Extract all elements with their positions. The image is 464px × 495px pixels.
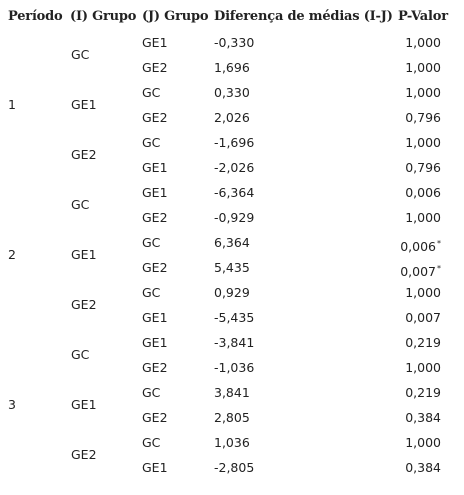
p-value-text: 1,000 <box>405 285 441 300</box>
mean-difference-cell: -5,435 <box>214 310 255 325</box>
mean-difference-cell: -0,330 <box>214 35 255 50</box>
group-i-cell: GE1 <box>71 397 97 412</box>
p-value-cell <box>398 405 441 430</box>
p-value-cell <box>398 180 441 205</box>
p-value-cell <box>398 105 441 130</box>
p-value-cell <box>398 380 441 405</box>
mean-difference-cell: 0,929 <box>214 285 250 300</box>
header-grupo-j: (J) Grupo <box>142 9 209 24</box>
period-cell: 2 <box>8 247 16 262</box>
header-grupo-i: (I) Grupo <box>70 9 137 24</box>
mean-difference-cell: -1,036 <box>214 360 255 375</box>
mean-difference-cell: -0,929 <box>214 210 255 225</box>
p-value-text: 0,384 <box>405 460 441 475</box>
mean-difference-cell: 5,435 <box>214 260 250 275</box>
p-value-text: 1,000 <box>405 60 441 75</box>
p-value-cell <box>398 80 441 105</box>
group-j-cell: GE2 <box>142 210 168 225</box>
group-j-cell: GE1 <box>142 460 168 475</box>
mean-difference-cell: 3,841 <box>214 385 250 400</box>
table-row <box>0 55 464 80</box>
table-row <box>0 330 464 355</box>
mean-difference-cell: 2,026 <box>214 110 250 125</box>
mean-difference-cell: -1,696 <box>214 135 255 150</box>
group-j-cell: GE1 <box>142 160 168 175</box>
table-row <box>0 255 464 280</box>
table-row <box>0 30 464 55</box>
group-j-cell: GC <box>142 85 161 100</box>
group-i-cell: GE1 <box>71 247 97 262</box>
p-value-text: 0,219 <box>405 385 441 400</box>
p-value-text: 1,000 <box>405 135 441 150</box>
p-value-text: 0,007 <box>400 264 436 279</box>
p-value-cell <box>398 305 441 330</box>
group-i-cell: GE2 <box>71 147 97 162</box>
group-i-cell: GE1 <box>71 97 97 112</box>
p-value-cell <box>398 55 441 80</box>
header-periodo: Período <box>8 9 63 24</box>
period-cell: 3 <box>8 397 16 412</box>
table-row <box>0 205 464 230</box>
mean-difference-cell: 6,364 <box>214 235 250 250</box>
p-value-text: 1,000 <box>405 85 441 100</box>
table-row <box>0 455 464 480</box>
table-row <box>0 80 464 105</box>
mean-difference-cell: 1,036 <box>214 435 250 450</box>
group-j-cell: GE2 <box>142 110 168 125</box>
group-j-cell: GC <box>142 135 161 150</box>
p-value-text: 1,000 <box>405 360 441 375</box>
p-value-text: 0,219 <box>405 335 441 350</box>
group-i-cell: GE2 <box>71 297 97 312</box>
group-i-cell: GC <box>71 47 90 62</box>
p-value-text: 0,796 <box>405 160 441 175</box>
group-i-cell: GE2 <box>71 447 97 462</box>
group-j-cell: GE2 <box>142 60 168 75</box>
p-value-cell <box>398 355 441 380</box>
p-value-cell <box>398 280 441 305</box>
table-row <box>0 305 464 330</box>
p-value-cell <box>398 455 441 480</box>
table-row <box>0 130 464 155</box>
significance-mark: * <box>437 239 441 248</box>
mean-difference-cell: -2,805 <box>214 460 255 475</box>
table-row <box>0 105 464 130</box>
p-value-cell <box>398 330 441 355</box>
group-j-cell: GE2 <box>142 410 168 425</box>
p-value-cell <box>398 130 441 155</box>
group-i-cell: GC <box>71 197 90 212</box>
group-j-cell: GC <box>142 385 161 400</box>
group-j-cell: GE1 <box>142 185 168 200</box>
p-value-cell <box>398 30 441 55</box>
mean-difference-cell: -3,841 <box>214 335 255 350</box>
p-value-cell <box>398 155 441 180</box>
group-j-cell: GC <box>142 435 161 450</box>
mean-difference-cell: 1,696 <box>214 60 250 75</box>
group-j-cell: GE1 <box>142 310 168 325</box>
table-row <box>0 180 464 205</box>
table-row <box>0 380 464 405</box>
mean-difference-cell: -2,026 <box>214 160 255 175</box>
p-value-text: 1,000 <box>405 35 441 50</box>
table-row <box>0 155 464 180</box>
group-j-cell: GE1 <box>142 335 168 350</box>
p-value-text: 0,006 <box>405 185 441 200</box>
mean-difference-cell: -6,364 <box>214 185 255 200</box>
p-value-text: 0,007 <box>405 310 441 325</box>
mean-difference-cell: 0,330 <box>214 85 250 100</box>
group-j-cell: GC <box>142 235 161 250</box>
p-value-text: 1,000 <box>405 210 441 225</box>
significance-mark: * <box>437 264 441 273</box>
p-value-text: 0,796 <box>405 110 441 125</box>
mean-difference-cell: 2,805 <box>214 410 250 425</box>
table-row <box>0 355 464 380</box>
group-j-cell: GE2 <box>142 260 168 275</box>
header-p-valor: P-Valor <box>398 9 448 24</box>
period-cell: 1 <box>8 97 16 112</box>
table-row <box>0 280 464 305</box>
group-j-cell: GC <box>142 285 161 300</box>
p-value-text: 0,384 <box>405 410 441 425</box>
table-row <box>0 230 464 255</box>
group-j-cell: GE1 <box>142 35 168 50</box>
table-row <box>0 430 464 455</box>
p-value-cell <box>398 205 441 230</box>
table-row <box>0 405 464 430</box>
p-value-cell <box>398 430 441 455</box>
group-i-cell: GC <box>71 347 90 362</box>
p-value-text: 0,006 <box>400 239 436 254</box>
header-diferenca: Diferença de médias (I-J) <box>214 9 393 24</box>
p-value-text: 1,000 <box>405 435 441 450</box>
group-j-cell: GE2 <box>142 360 168 375</box>
